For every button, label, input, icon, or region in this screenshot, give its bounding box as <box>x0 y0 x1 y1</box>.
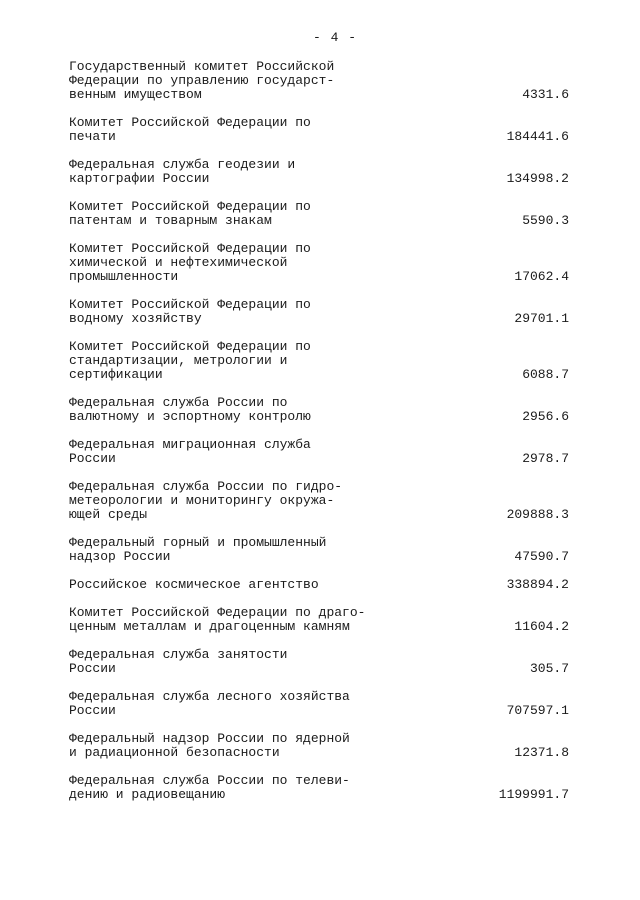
amount-value: 2956.6 <box>522 409 569 424</box>
amount-value: 29701.1 <box>514 311 569 326</box>
list-item <box>69 438 569 466</box>
amount-value: 47590.7 <box>514 549 569 564</box>
amount-value: 11604.2 <box>514 619 569 634</box>
amount-value: 6088.7 <box>522 367 569 382</box>
agency-name: Федеральная служба России по телеви- дению и радиовещанию <box>69 773 350 802</box>
list-item <box>69 242 569 284</box>
list-item <box>69 578 569 592</box>
agency-name: Федеральная служба лесного хозяйства России <box>69 689 350 718</box>
amount-value: 305.7 <box>529 661 569 676</box>
list-item <box>69 60 569 102</box>
amount-value: 2978.7 <box>522 451 569 466</box>
agency-name: Государственный комитет Российской Федерации по управлению государст- венным имуществом <box>69 59 335 102</box>
amount-value: 5590.3 <box>522 213 569 228</box>
agency-name: Комитет Российской Федерации по печати <box>69 115 311 144</box>
list-item <box>69 648 569 676</box>
list-item <box>69 690 569 718</box>
list-item <box>69 340 569 382</box>
amount-value: 338894.2 <box>506 577 569 592</box>
budget-entries-list <box>69 60 569 816</box>
amount-value: 12371.8 <box>514 745 569 760</box>
list-item <box>69 732 569 760</box>
list-item <box>69 200 569 228</box>
agency-name: Комитет Российской Федерации по патентам и товарным знакам <box>69 199 311 228</box>
amount-value: 1199991.7 <box>498 787 569 802</box>
list-item <box>69 116 569 144</box>
amount-value: 184441.6 <box>506 129 569 144</box>
agency-name: Федеральная миграционная служба России <box>69 437 311 466</box>
agency-name: Федеральная служба России по гидро- метеорологии и мониторингу окружа- ющей среды <box>69 479 343 522</box>
agency-name: Федеральная служба геодезии и картографии России <box>69 157 296 186</box>
agency-name: Федеральный надзор России по ядерной и радиационной безопасности <box>69 731 350 760</box>
list-item <box>69 606 569 634</box>
list-item <box>69 298 569 326</box>
amount-value: 134998.2 <box>506 171 569 186</box>
agency-name: Комитет Российской Федерации по драго- ценным металлам и драгоценным камням <box>69 605 366 634</box>
list-item <box>69 536 569 564</box>
agency-name: Комитет Российской Федерации по химической и нефтехимической промышленности <box>69 241 311 284</box>
page-number: - 4 - <box>312 30 357 45</box>
list-item <box>69 774 569 802</box>
amount-value: 17062.4 <box>514 269 569 284</box>
amount-value: 707597.1 <box>506 703 569 718</box>
agency-name: Российское космическое агентство <box>69 577 319 592</box>
amount-value: 4331.6 <box>522 87 569 102</box>
agency-name: Федеральный горный и промышленный надзор России <box>69 535 327 564</box>
agency-name: Комитет Российской Федерации по стандартизации, метрологии и сертификации <box>69 339 311 382</box>
list-item <box>69 396 569 424</box>
agency-name: Комитет Российской Федерации по водному хозяйству <box>69 297 311 326</box>
list-item <box>69 158 569 186</box>
agency-name: Федеральная служба России по валютному и эспортному контролю <box>69 395 311 424</box>
list-item <box>69 480 569 522</box>
agency-name: Федеральная служба занятости России <box>69 647 288 676</box>
amount-value: 209888.3 <box>506 507 569 522</box>
